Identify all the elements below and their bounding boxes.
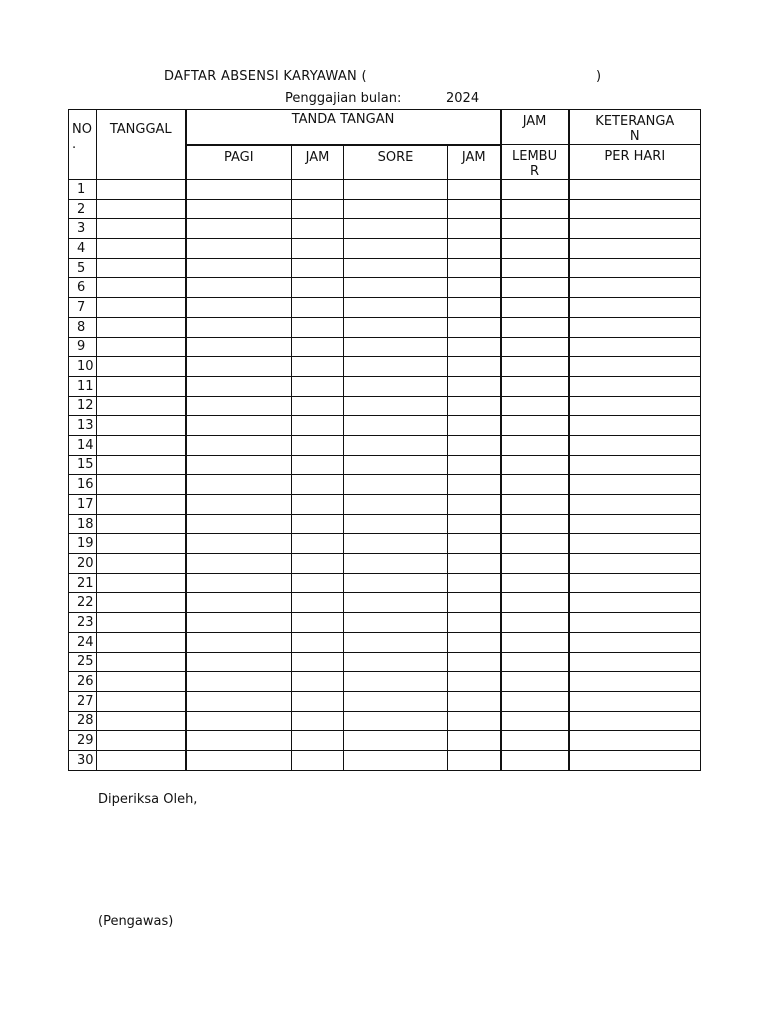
pagi-cell[interactable]	[186, 455, 292, 475]
jam-sore-cell[interactable]	[448, 593, 501, 613]
table-row	[69, 750, 701, 770]
jam-pagi-cell[interactable]	[292, 593, 344, 613]
jam-sore-cell[interactable]	[448, 396, 501, 416]
jam-sore-cell[interactable]	[448, 180, 501, 200]
checked-by-label: Diperiksa Oleh,	[98, 792, 198, 807]
pagi-cell[interactable]	[186, 435, 292, 455]
jam-lembur-cell[interactable]	[501, 455, 569, 475]
jam-sore-cell[interactable]	[448, 652, 501, 672]
jam-pagi-cell[interactable]	[292, 554, 344, 574]
sore-cell[interactable]	[344, 317, 448, 337]
pagi-cell[interactable]	[186, 239, 292, 259]
pagi-cell[interactable]	[186, 475, 292, 495]
tanggal-cell[interactable]	[97, 632, 186, 652]
keterangan-cell[interactable]	[569, 455, 701, 475]
sore-cell[interactable]	[344, 632, 448, 652]
jam-lembur-cell[interactable]	[501, 396, 569, 416]
table-body	[69, 180, 701, 771]
row-number: 3	[69, 219, 97, 239]
jam-sore-cell[interactable]	[448, 632, 501, 652]
jam-lembur-cell[interactable]	[501, 278, 569, 298]
tanggal-cell[interactable]	[97, 554, 186, 574]
jam-lembur-cell[interactable]	[501, 435, 569, 455]
jam-pagi-cell[interactable]	[292, 711, 344, 731]
jam-sore-cell[interactable]	[448, 711, 501, 731]
document-title-close: )	[596, 69, 602, 84]
sore-cell[interactable]	[344, 573, 448, 593]
jam-sore-cell[interactable]	[448, 750, 501, 770]
sore-cell[interactable]	[344, 514, 448, 534]
pagi-cell[interactable]	[186, 731, 292, 751]
sore-cell[interactable]	[344, 199, 448, 219]
row-number: 29	[69, 731, 97, 751]
table-row	[69, 416, 701, 436]
row-number: 10	[69, 357, 97, 377]
row-number: 17	[69, 495, 97, 515]
jam-lembur-cell[interactable]	[501, 632, 569, 652]
pagi-cell[interactable]	[186, 180, 292, 200]
row-number: 30	[69, 750, 97, 770]
keterangan-cell[interactable]	[569, 357, 701, 377]
jam-lembur-cell[interactable]	[501, 613, 569, 633]
pagi-cell[interactable]	[186, 711, 292, 731]
keterangan-cell[interactable]	[569, 337, 701, 357]
pagi-cell[interactable]	[186, 534, 292, 554]
jam-sore-cell[interactable]	[448, 239, 501, 259]
table-header	[69, 110, 701, 180]
tanggal-cell[interactable]	[97, 475, 186, 495]
keterangan-cell[interactable]	[569, 534, 701, 554]
sore-cell[interactable]	[344, 337, 448, 357]
tanggal-cell[interactable]	[97, 593, 186, 613]
table-row	[69, 554, 701, 574]
jam-sore-cell[interactable]	[448, 554, 501, 574]
pagi-cell[interactable]	[186, 357, 292, 377]
table-row	[69, 613, 701, 633]
pagi-cell[interactable]	[186, 258, 292, 278]
row-number: 11	[69, 376, 97, 396]
table-row	[69, 514, 701, 534]
jam-lembur-cell[interactable]	[501, 475, 569, 495]
jam-pagi-cell[interactable]	[292, 534, 344, 554]
jam-pagi-cell[interactable]	[292, 672, 344, 692]
keterangan-cell[interactable]	[569, 317, 701, 337]
row-number: 15	[69, 455, 97, 475]
keterangan-cell[interactable]	[569, 593, 701, 613]
pagi-cell[interactable]	[186, 219, 292, 239]
jam-lembur-cell[interactable]	[501, 554, 569, 574]
sore-cell[interactable]	[344, 475, 448, 495]
keterangan-cell[interactable]	[569, 711, 701, 731]
sore-cell[interactable]	[344, 593, 448, 613]
jam-pagi-cell[interactable]	[292, 573, 344, 593]
sore-cell[interactable]	[344, 298, 448, 318]
jam-sore-cell[interactable]	[448, 317, 501, 337]
table-row	[69, 258, 701, 278]
jam-sore-cell[interactable]	[448, 298, 501, 318]
keterangan-cell[interactable]	[569, 750, 701, 770]
jam-lembur-cell[interactable]	[501, 691, 569, 711]
pagi-cell[interactable]	[186, 416, 292, 436]
jam-sore-cell[interactable]	[448, 357, 501, 377]
sore-cell[interactable]	[344, 672, 448, 692]
header-keterangan-top: KETERANGA N	[569, 110, 701, 145]
row-number: 2	[69, 199, 97, 219]
table-row	[69, 376, 701, 396]
table-row	[69, 495, 701, 515]
tanggal-cell[interactable]	[97, 180, 186, 200]
row-number: 22	[69, 593, 97, 613]
tanggal-cell[interactable]	[97, 416, 186, 436]
row-number: 18	[69, 514, 97, 534]
jam-lembur-cell[interactable]	[501, 317, 569, 337]
header-jam-lembur-top: JAM	[501, 110, 569, 145]
sore-cell[interactable]	[344, 711, 448, 731]
jam-sore-cell[interactable]	[448, 337, 501, 357]
jam-pagi-cell[interactable]	[292, 376, 344, 396]
sore-cell[interactable]	[344, 750, 448, 770]
sore-cell[interactable]	[344, 652, 448, 672]
jam-lembur-cell[interactable]	[501, 514, 569, 534]
jam-pagi-cell[interactable]	[292, 298, 344, 318]
jam-sore-cell[interactable]	[448, 258, 501, 278]
sore-cell[interactable]	[344, 357, 448, 377]
header-keterangan-bottom: PER HARI	[569, 145, 701, 180]
jam-sore-cell[interactable]	[448, 278, 501, 298]
jam-pagi-cell[interactable]	[292, 239, 344, 259]
tanggal-cell[interactable]	[97, 691, 186, 711]
keterangan-cell[interactable]	[569, 672, 701, 692]
keterangan-cell[interactable]	[569, 514, 701, 534]
table-row	[69, 337, 701, 357]
period-year: 2024	[446, 91, 480, 106]
jam-lembur-cell[interactable]	[501, 337, 569, 357]
pagi-cell[interactable]	[186, 691, 292, 711]
jam-pagi-cell[interactable]	[292, 455, 344, 475]
pagi-cell[interactable]	[186, 278, 292, 298]
attendance-table	[68, 109, 701, 771]
sore-cell[interactable]	[344, 554, 448, 574]
tanggal-cell[interactable]	[97, 534, 186, 554]
table-row	[69, 199, 701, 219]
row-number: 20	[69, 554, 97, 574]
pagi-cell[interactable]	[186, 317, 292, 337]
period-label: Penggajian bulan:	[285, 91, 402, 106]
sore-cell[interactable]	[344, 613, 448, 633]
jam-pagi-cell[interactable]	[292, 691, 344, 711]
jam-sore-cell[interactable]	[448, 534, 501, 554]
tanggal-cell[interactable]	[97, 455, 186, 475]
jam-sore-cell[interactable]	[448, 613, 501, 633]
sore-cell[interactable]	[344, 416, 448, 436]
table-row	[69, 455, 701, 475]
pagi-cell[interactable]	[186, 750, 292, 770]
row-number: 24	[69, 632, 97, 652]
keterangan-cell[interactable]	[569, 219, 701, 239]
jam-lembur-cell[interactable]	[501, 573, 569, 593]
tanggal-cell[interactable]	[97, 239, 186, 259]
row-number: 23	[69, 613, 97, 633]
pagi-cell[interactable]	[186, 573, 292, 593]
jam-lembur-cell[interactable]	[501, 495, 569, 515]
jam-pagi-cell[interactable]	[292, 219, 344, 239]
document-title: DAFTAR ABSENSI KARYAWAN (	[164, 69, 367, 84]
header-jam-lembur-bottom: LEMBU R	[501, 145, 569, 180]
keterangan-cell[interactable]	[569, 573, 701, 593]
jam-lembur-cell[interactable]	[501, 731, 569, 751]
header-sore: SORE	[344, 145, 448, 180]
tanggal-cell[interactable]	[97, 396, 186, 416]
jam-pagi-cell[interactable]	[292, 317, 344, 337]
tanggal-cell[interactable]	[97, 573, 186, 593]
sore-cell[interactable]	[344, 239, 448, 259]
jam-lembur-cell[interactable]	[501, 593, 569, 613]
pagi-cell[interactable]	[186, 613, 292, 633]
pagi-cell[interactable]	[186, 337, 292, 357]
row-number: 19	[69, 534, 97, 554]
supervisor-label: (Pengawas)	[98, 914, 174, 929]
jam-sore-cell[interactable]	[448, 495, 501, 515]
keterangan-cell[interactable]	[569, 652, 701, 672]
jam-pagi-cell[interactable]	[292, 435, 344, 455]
jam-lembur-cell[interactable]	[501, 711, 569, 731]
jam-pagi-cell[interactable]	[292, 258, 344, 278]
row-number: 5	[69, 258, 97, 278]
jam-sore-cell[interactable]	[448, 435, 501, 455]
table-row	[69, 219, 701, 239]
jam-lembur-cell[interactable]	[501, 298, 569, 318]
jam-pagi-cell[interactable]	[292, 396, 344, 416]
jam-lembur-cell[interactable]	[501, 357, 569, 377]
tanggal-cell[interactable]	[97, 278, 186, 298]
row-number: 26	[69, 672, 97, 692]
jam-pagi-cell[interactable]	[292, 731, 344, 751]
jam-lembur-cell[interactable]	[501, 750, 569, 770]
header-jam-sore: JAM	[448, 145, 501, 180]
jam-sore-cell[interactable]	[448, 672, 501, 692]
jam-lembur-cell[interactable]	[501, 219, 569, 239]
table-row	[69, 317, 701, 337]
row-number: 12	[69, 396, 97, 416]
tanggal-cell[interactable]	[97, 298, 186, 318]
jam-lembur-cell[interactable]	[501, 239, 569, 259]
sore-cell[interactable]	[344, 278, 448, 298]
row-number: 21	[69, 573, 97, 593]
pagi-cell[interactable]	[186, 554, 292, 574]
jam-lembur-cell[interactable]	[501, 180, 569, 200]
jam-sore-cell[interactable]	[448, 376, 501, 396]
jam-pagi-cell[interactable]	[292, 495, 344, 515]
table-row	[69, 396, 701, 416]
header-tanggal: TANGGAL	[97, 110, 186, 180]
jam-sore-cell[interactable]	[448, 731, 501, 751]
keterangan-cell[interactable]	[569, 554, 701, 574]
jam-lembur-cell[interactable]	[501, 672, 569, 692]
header-pagi: PAGI	[186, 145, 292, 180]
jam-sore-cell[interactable]	[448, 573, 501, 593]
pagi-cell[interactable]	[186, 396, 292, 416]
header-no: NO .	[69, 110, 97, 180]
tanggal-cell[interactable]	[97, 219, 186, 239]
sore-cell[interactable]	[344, 534, 448, 554]
tanggal-cell[interactable]	[97, 613, 186, 633]
tanggal-cell[interactable]	[97, 258, 186, 278]
keterangan-cell[interactable]	[569, 613, 701, 633]
table-row	[69, 435, 701, 455]
table-row	[69, 239, 701, 259]
keterangan-cell[interactable]	[569, 258, 701, 278]
keterangan-cell[interactable]	[569, 475, 701, 495]
row-number: 13	[69, 416, 97, 436]
tanggal-cell[interactable]	[97, 731, 186, 751]
header-jam-pagi: JAM	[292, 145, 344, 180]
jam-sore-cell[interactable]	[448, 219, 501, 239]
table-row	[69, 731, 701, 751]
sore-cell[interactable]	[344, 691, 448, 711]
pagi-cell[interactable]	[186, 652, 292, 672]
pagi-cell[interactable]	[186, 632, 292, 652]
table-row	[69, 534, 701, 554]
tanggal-cell[interactable]	[97, 514, 186, 534]
jam-lembur-cell[interactable]	[501, 199, 569, 219]
sore-cell[interactable]	[344, 376, 448, 396]
row-number: 4	[69, 239, 97, 259]
tanggal-cell[interactable]	[97, 337, 186, 357]
row-number: 8	[69, 317, 97, 337]
table-row	[69, 632, 701, 652]
sore-cell[interactable]	[344, 455, 448, 475]
keterangan-cell[interactable]	[569, 396, 701, 416]
row-number: 27	[69, 691, 97, 711]
row-number: 9	[69, 337, 97, 357]
tanggal-cell[interactable]	[97, 199, 186, 219]
keterangan-cell[interactable]	[569, 731, 701, 751]
jam-pagi-cell[interactable]	[292, 514, 344, 534]
pagi-cell[interactable]	[186, 672, 292, 692]
tanggal-cell[interactable]	[97, 376, 186, 396]
row-number: 28	[69, 711, 97, 731]
jam-lembur-cell[interactable]	[501, 416, 569, 436]
keterangan-cell[interactable]	[569, 435, 701, 455]
jam-pagi-cell[interactable]	[292, 632, 344, 652]
keterangan-cell[interactable]	[569, 298, 701, 318]
row-number: 6	[69, 278, 97, 298]
table-row	[69, 357, 701, 377]
jam-sore-cell[interactable]	[448, 475, 501, 495]
table-row	[69, 475, 701, 495]
jam-lembur-cell[interactable]	[501, 534, 569, 554]
jam-sore-cell[interactable]	[448, 514, 501, 534]
jam-lembur-cell[interactable]	[501, 652, 569, 672]
tanggal-cell[interactable]	[97, 711, 186, 731]
table-row	[69, 278, 701, 298]
pagi-cell[interactable]	[186, 495, 292, 515]
jam-lembur-cell[interactable]	[501, 376, 569, 396]
table-row	[69, 691, 701, 711]
jam-pagi-cell[interactable]	[292, 278, 344, 298]
keterangan-cell[interactable]	[569, 632, 701, 652]
row-number: 7	[69, 298, 97, 318]
jam-sore-cell[interactable]	[448, 691, 501, 711]
jam-lembur-cell[interactable]	[501, 258, 569, 278]
sore-cell[interactable]	[344, 495, 448, 515]
pagi-cell[interactable]	[186, 298, 292, 318]
table-row	[69, 711, 701, 731]
keterangan-cell[interactable]	[569, 691, 701, 711]
tanggal-cell[interactable]	[97, 672, 186, 692]
keterangan-cell[interactable]	[569, 376, 701, 396]
row-number: 1	[69, 180, 97, 200]
jam-pagi-cell[interactable]	[292, 475, 344, 495]
sore-cell[interactable]	[344, 180, 448, 200]
row-number: 16	[69, 475, 97, 495]
jam-sore-cell[interactable]	[448, 455, 501, 475]
keterangan-cell[interactable]	[569, 239, 701, 259]
keterangan-cell[interactable]	[569, 180, 701, 200]
jam-sore-cell[interactable]	[448, 416, 501, 436]
tanggal-cell[interactable]	[97, 357, 186, 377]
row-number: 25	[69, 652, 97, 672]
sore-cell[interactable]	[344, 258, 448, 278]
pagi-cell[interactable]	[186, 376, 292, 396]
sore-cell[interactable]	[344, 219, 448, 239]
jam-sore-cell[interactable]	[448, 199, 501, 219]
jam-pagi-cell[interactable]	[292, 180, 344, 200]
pagi-cell[interactable]	[186, 593, 292, 613]
row-number: 14	[69, 435, 97, 455]
header-tanda-tangan: TANDA TANGAN	[186, 110, 501, 145]
jam-pagi-cell[interactable]	[292, 652, 344, 672]
pagi-cell[interactable]	[186, 514, 292, 534]
tanggal-cell[interactable]	[97, 317, 186, 337]
sore-cell[interactable]	[344, 396, 448, 416]
jam-pagi-cell[interactable]	[292, 199, 344, 219]
sore-cell[interactable]	[344, 731, 448, 751]
keterangan-cell[interactable]	[569, 278, 701, 298]
sore-cell[interactable]	[344, 435, 448, 455]
tanggal-cell[interactable]	[97, 750, 186, 770]
jam-pagi-cell[interactable]	[292, 337, 344, 357]
jam-pagi-cell[interactable]	[292, 357, 344, 377]
jam-pagi-cell[interactable]	[292, 416, 344, 436]
jam-pagi-cell[interactable]	[292, 613, 344, 633]
tanggal-cell[interactable]	[97, 652, 186, 672]
keterangan-cell[interactable]	[569, 495, 701, 515]
table-row	[69, 652, 701, 672]
keterangan-cell[interactable]	[569, 416, 701, 436]
table-row	[69, 298, 701, 318]
keterangan-cell[interactable]	[569, 199, 701, 219]
jam-pagi-cell[interactable]	[292, 750, 344, 770]
table-row	[69, 573, 701, 593]
table-row	[69, 672, 701, 692]
tanggal-cell[interactable]	[97, 495, 186, 515]
tanggal-cell[interactable]	[97, 435, 186, 455]
table-row	[69, 180, 701, 200]
pagi-cell[interactable]	[186, 199, 292, 219]
table-row	[69, 593, 701, 613]
